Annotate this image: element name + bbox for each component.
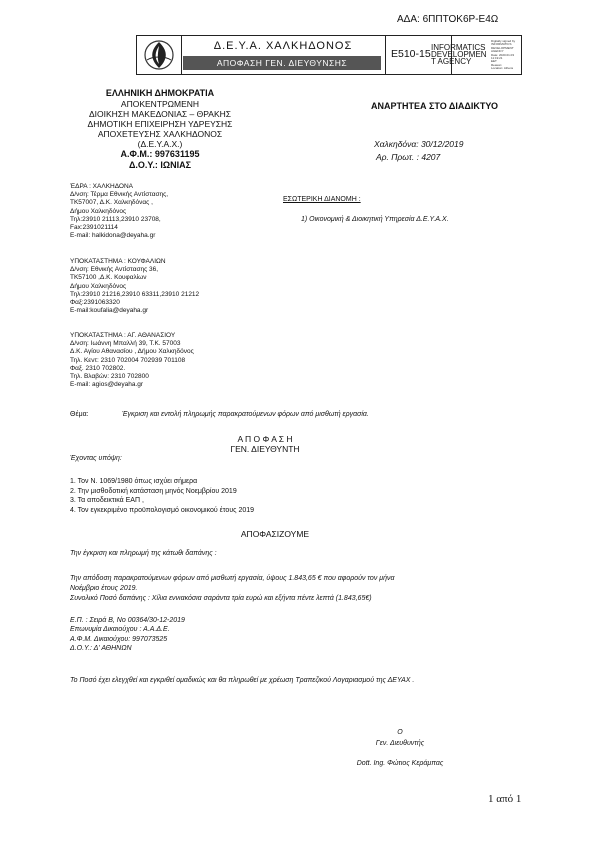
doy: Δ.Ο.Υ.: ΙΩΝΙΑΣ	[128, 160, 192, 170]
considering-label: Έχοντας υπόψη:	[70, 455, 122, 462]
office-koufalia: ΥΠΟΚΑΤΑΣΤΗΜΑ : ΚΟΥΦΑΛΙΩΝ Δ/νση: Εθνικής Αντίστασης 36, ΤΚ57100 ,Δ.Κ. Κουφαλίων Δήμου Χαλκηδόνος Τηλ:23910 21216,23910 63311,23910 21212 Φαξ:2391063320 E-mail:koufalia@deyaha.gr	[70, 258, 200, 315]
signature-details: Digitally signed by INFORMATICS DEVELOPMENT AGENCY Date: 2020.01.03 11:19:21 EET Reason: Location: Athens	[491, 39, 516, 71]
internal-distribution-item: 1) Οικονομική & Διοικητική Υπηρεσία Δ.Ε.Υ.Α.Χ.	[301, 216, 449, 223]
ada-code: ΑΔΑ: 6ΠΠΤΟΚ6Ρ-Ε4Ω	[397, 14, 499, 25]
sender-block: ΕΛΛΗΝΙΚΗ ΔΗΜΟΚΡΑΤΙΑ ΑΠΟΚΕΝΤΡΩΜΕΝΗ ΔΙΟΙΚΗΣΗ ΜΑΚΕΔΟΝΙΑΣ – ΘΡΑΚΗΣ ΔΗΜΟΤΙΚΗ ΕΠΙΧΕΙΡΗΣΗ ΥΔΡΕΥΣΗΣ ΑΠΟΧΕΤΕΥΣΗΣ ΧΑΛΚΗΔΟΝΟΣ (Δ.Ε.Υ.Α.Χ.) Α.Φ.Μ.: 997631195 Δ.Ο.Υ.: ΙΩΝΙΑΣ	[60, 88, 260, 171]
list-item: 4. Τον εγκεκριμένο προϋπολογισμό οικονομικού έτους 2019	[70, 507, 255, 515]
protocol-line: Αρ. Πρωτ. : 4207	[376, 152, 441, 162]
title-cell	[181, 36, 386, 74]
list-item: 2. Την μισθοδοτική κατάσταση μηνός Νοεμβρίου 2019	[70, 487, 237, 495]
page-number: 1 από 1	[488, 793, 522, 805]
decision-title: Α Π Ο Φ Α Σ Η	[237, 434, 293, 444]
subject-label: Θέμα:	[70, 411, 89, 418]
signer-name: INFORMATICS DEVELOPMEN T AGENCY	[431, 43, 487, 66]
signature-name: Dott. Ing. Φώτιος Κεράμπας	[356, 760, 444, 767]
logo-cell	[137, 36, 182, 74]
expense-line-2: Νοέμβριο έτους 2019.	[70, 585, 138, 592]
signature-role: Γεν. Διευθυντής	[375, 740, 425, 747]
expense-line-1: Την απόδοση παρακρατούμενων φόρων από μισθωτή εργασία, ύψους 1.843,65 € που αφορούν τον μήνα	[70, 575, 395, 582]
office-agios-athanasios: ΥΠΟΚΑΤΑΣΤΗΜΑ : ΑΓ. ΑΘΑΝΑΣΙΟΥ Δ/νση: Ιωάννη Μπαλλή 39, Τ.Κ. 57003 Δ.Κ. Αγίου Αθανασίου , Δήμου Χαλκηδόνος Τηλ. Κεντ: 2310 702004 702939 701108 Φαξ. 2310 702802. Τηλ. Βλαβών: 2310 702800 E-mail: agios@deyaha.gr	[70, 332, 194, 389]
final-note: Το Ποσό έχει ελεγχθεί και εγκριθεί ομαδικώς και θα πληρωθεί με χρέωση Τραπεζικού Λογαριασμού της ΔΕΥΑΧ .	[70, 677, 415, 684]
approval-intro: Την έγκριση και πληρωμή της κάτωθι δαπάνης :	[70, 550, 217, 557]
we-decide: ΑΠΟΦΑΣΙΖΟΥΜΕ	[240, 529, 310, 539]
total-line: Συνολικό Ποσό δαπάνης : Χίλια εννιακόσια σαράντα τρία ευρώ και εξήντα πέντε λεπτά (1.843,65€)	[70, 595, 372, 602]
subject-text: Έγκριση και εντολή πληρωμής παρακρατούμενων φόρων από μισθωτή εργασία.	[122, 411, 369, 418]
list-item: 3. Τα αποδεικτικά ΕΑΠ ,	[70, 497, 144, 505]
deya-logo-icon	[137, 36, 181, 74]
list-item: 1. Τον Ν. 1069/1980 όπως ισχύει σήμερα	[70, 478, 198, 485]
decision-subtitle: ΓΕΝ. ΔΙΕΥΘΥΝΤΗ	[230, 444, 300, 454]
org-title: Δ.Ε.Υ.Α. ΧΑΛΚΗΔΟΝΟΣ	[213, 40, 353, 52]
afm: Α.Φ.Μ.: 997631195	[120, 149, 200, 159]
signature-o: Ο	[397, 729, 403, 736]
date-line: Χαλκηδόνα: 30/12/2019	[374, 139, 464, 149]
internal-distribution-title: ΕΣΩΤΕΡΙΚΗ ΔΙΑΝΟΜΗ :	[283, 196, 361, 203]
payment-details: Ε.Π. : Σειρά Β, Νο 00364/30-12-2019 Επωνυμία Δικαιούχου : Α.Α.Δ.Ε. Α.Φ.Μ. Δικαιούχου: 997073525 Δ.Ο.Υ.: Δ' ΑΘΗΝΩΝ	[70, 617, 185, 653]
republic-title: ΕΛΛΗΝΙΚΗ ΔΗΜΟΚΡΑΤΙΑ	[105, 88, 215, 98]
office-main: ΈΔΡΑ : ΧΑΛΚΗΔΟΝΑ Δ/νση: Τέρμα Εθνικής Αντίστασης, ΤΚ57007, Δ.Κ. Χαλκηδόνας , Δήμου Χαλκηδόνος Τηλ:23910 21113,23910 23708, Fax:2391021114 E-mail: halkidona@deyaha.gr	[70, 183, 169, 240]
posting-note: ΑΝΑΡΤΗΤΕΑ ΣΤΟ ΔΙΑΔΙΚΤΥΟ	[371, 101, 498, 111]
document-header	[136, 35, 522, 75]
dept-bar: ΑΠΟΦΑΣΗ ΓΕΝ. ΔΙΕΥΘΥΝΣΗΣ	[183, 56, 381, 70]
considerations-list	[70, 477, 254, 516]
signature-info-cell	[431, 36, 521, 74]
form-code: Ε510-15	[391, 48, 431, 60]
